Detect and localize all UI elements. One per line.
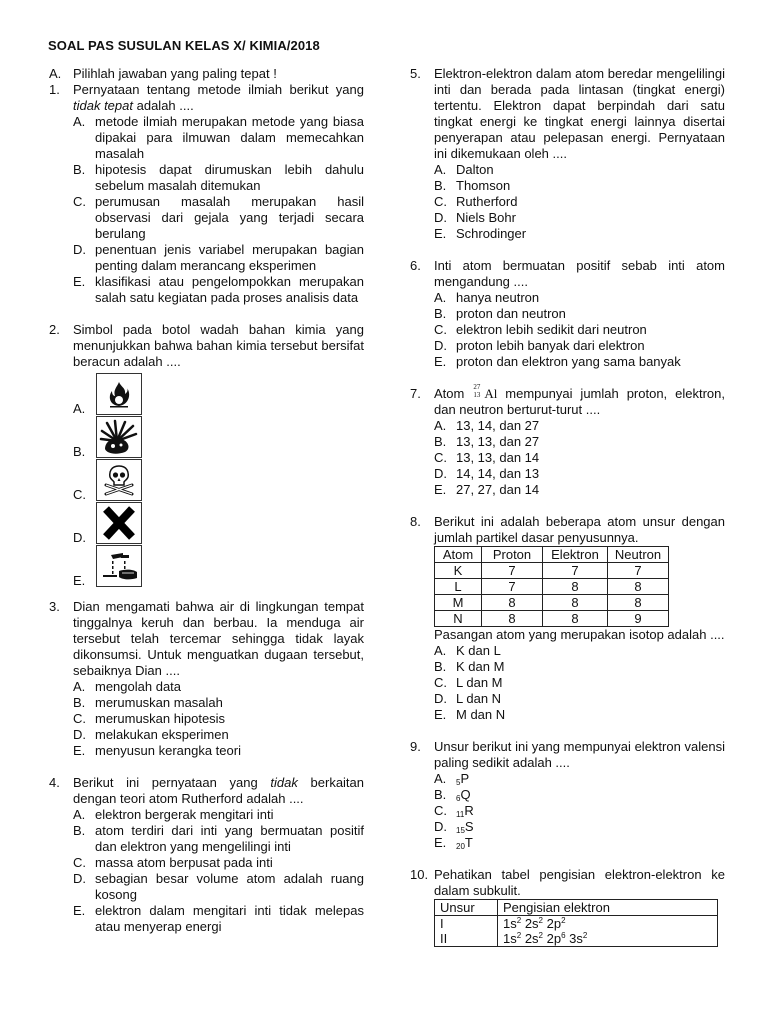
mass-number: 27 [473, 383, 481, 391]
options-list [73, 114, 364, 306]
option-b[interactable] [73, 417, 364, 460]
option-d[interactable] [73, 871, 364, 903]
orbital: 2p [546, 931, 562, 946]
option-a[interactable] [434, 643, 725, 659]
option-label: D. [73, 242, 86, 257]
electron-config [498, 916, 718, 932]
option-b[interactable] [434, 306, 725, 322]
orbital: 1s [503, 931, 517, 946]
option-b[interactable] [73, 162, 364, 194]
question-number: 3. [49, 599, 60, 614]
atomic-number: 6 [456, 794, 461, 803]
electron-count: 6 [561, 931, 566, 940]
question-stem [73, 775, 364, 807]
table-cell: 8 [482, 611, 543, 627]
question-stem: Simbol pada botol wadah bahan kimia yang menunjukkan bahwa bahan kimia tersebut bersifat beracun adalah .... [73, 322, 364, 369]
electron-count: 2 [538, 916, 543, 925]
table-cell: 7 [608, 563, 669, 579]
element-symbol: Q [460, 787, 471, 802]
option-d[interactable] [434, 819, 725, 835]
option-a[interactable] [434, 290, 725, 306]
options-list [434, 771, 725, 851]
option-c[interactable] [73, 194, 364, 242]
options-list [434, 643, 725, 723]
electron-count: 2 [516, 931, 522, 940]
option-text: metode ilmiah merupakan metode yang biasa dipakai para ilmuwan dalam memecahkan masalah [95, 114, 364, 161]
question-5 [410, 66, 725, 242]
option-text: K dan L [456, 643, 501, 658]
question-number: 4. [49, 775, 60, 790]
question-4 [49, 775, 364, 935]
orbital: 2p [546, 916, 562, 931]
table-cell: 8 [608, 579, 669, 595]
option-label: E. [73, 573, 86, 588]
option-label: B. [73, 823, 86, 838]
options-list [434, 418, 725, 498]
option-label: D. [73, 871, 86, 886]
table-cell: L [435, 579, 482, 595]
option-e[interactable] [73, 743, 364, 759]
column-header: Proton [482, 547, 543, 563]
column-header: Neutron [608, 547, 669, 563]
nuclide-notation [472, 383, 484, 400]
option-label: D. [73, 530, 86, 545]
option-label: C. [73, 855, 86, 870]
options-list [73, 807, 364, 935]
option-c[interactable] [434, 194, 725, 210]
option-text: menyusun kerangka teori [95, 743, 241, 758]
option-label: C. [434, 675, 447, 690]
option-e[interactable] [434, 482, 725, 498]
table-row [435, 931, 718, 947]
electron-count: 2 [582, 931, 588, 940]
option-text: K dan M [456, 659, 505, 674]
option-label: D. [434, 338, 447, 353]
table-cell: 7 [482, 563, 543, 579]
option-c[interactable] [434, 450, 725, 466]
option-text: proton lebih banyak dari elektron [456, 338, 645, 353]
question-stem: Elektron-elektron dalam atom beredar mengelilingi inti dan berada pada lintasan (tingkat energi) tertentu. Elektron dapat berpindah dari satu tingkat energi ke tingkat energi lainnya disertai penyerapan atau pelepasan energi. Pernyataan ini dikemukaan oleh .... [434, 66, 725, 161]
harmful-x-icon [96, 502, 142, 544]
orbital: 2s [524, 931, 539, 946]
table-cell: 8 [608, 595, 669, 611]
option-e[interactable] [434, 707, 725, 723]
option-label: B. [434, 178, 447, 193]
option-b[interactable] [73, 823, 364, 855]
option-label: D. [434, 691, 447, 706]
option-label: B. [434, 434, 447, 449]
atomic-number: 20 [456, 842, 465, 851]
stem-text: Berikut ini pernyataan yang [73, 775, 271, 790]
option-label: E. [434, 835, 447, 850]
electron-count: 2 [561, 916, 566, 925]
option-c[interactable] [434, 803, 725, 819]
element-symbol: T [464, 835, 473, 850]
options-list [434, 162, 725, 242]
table-row [435, 579, 669, 595]
question-stem: Pehatikan tabel pengisian elektron-elektron ke dalam subkulit. [434, 867, 725, 898]
option-a[interactable] [73, 114, 364, 162]
option-label: E. [73, 743, 86, 758]
option-text: Thomson [456, 178, 511, 193]
question-3 [49, 599, 364, 759]
orbital: 3s [569, 931, 583, 946]
option-text: hipotesis dapat dirumuskan lebih dahulu sebelum masalah ditemukan [95, 162, 364, 193]
option-d[interactable] [73, 503, 364, 546]
option-c[interactable] [434, 322, 725, 338]
stem-text: Pernyataan tentang metode ilmiah berikut yang [73, 82, 364, 97]
section-instruction [49, 66, 364, 82]
element-symbol: S [464, 819, 474, 834]
table-row [435, 611, 669, 627]
option-b[interactable] [434, 787, 725, 803]
option-label: E. [434, 482, 447, 497]
question-stem [434, 383, 725, 418]
option-label: B. [434, 659, 447, 674]
option-a[interactable] [73, 807, 364, 823]
corrosive-icon [96, 545, 142, 587]
option-label: C. [73, 194, 86, 209]
table-row [435, 595, 669, 611]
option-label: B. [434, 306, 447, 321]
table-cell: 8 [543, 595, 608, 611]
option-text: 13, 14, dan 27 [456, 418, 540, 433]
option-e[interactable] [73, 546, 364, 589]
option-text: sebagian besar volume atom adalah ruang kosong [95, 871, 364, 902]
option-text: elektron lebih sedikit dari neutron [456, 322, 647, 337]
question-2 [49, 322, 364, 589]
question-number: 8. [410, 514, 421, 529]
right-column [410, 66, 725, 947]
option-label: E. [434, 354, 447, 369]
table-cell: N [435, 611, 482, 627]
column-header: Pengisian elektron [498, 900, 718, 916]
column-header: Unsur [435, 900, 498, 916]
question-6 [410, 258, 725, 370]
option-text: proton dan elektron yang sama banyak [456, 354, 681, 369]
option-label: A. [73, 114, 86, 129]
question-number: 5. [410, 66, 421, 81]
option-e[interactable] [73, 274, 364, 306]
table-cell: I [435, 916, 498, 932]
table-cell: II [435, 931, 498, 947]
table-cell: 7 [482, 579, 543, 595]
stem-text: berkaitan dengan teori atom Rutherford adalah .... [73, 775, 365, 806]
option-a[interactable] [434, 771, 725, 787]
option-label: E. [73, 903, 86, 918]
particle-table [434, 546, 669, 627]
option-text: Rutherford [456, 194, 518, 209]
option-e[interactable] [434, 835, 725, 851]
option-e[interactable] [434, 226, 725, 242]
option-label: A. [434, 418, 447, 433]
option-label: A. [73, 401, 86, 416]
option-label: B. [73, 162, 86, 177]
document-title: SOAL PAS SUSULAN KELAS X/ KIMIA/2018 [48, 38, 320, 53]
option-text: 13, 13, dan 27 [456, 434, 540, 449]
option-label: D. [434, 466, 447, 481]
option-label: A. [434, 162, 447, 177]
atomic-number: 13 [473, 391, 481, 399]
atomic-number: 5 [456, 778, 461, 787]
option-label: C. [434, 803, 447, 818]
stem-text: adalah .... [133, 98, 194, 113]
question-number: 9. [410, 739, 421, 754]
option-a[interactable] [434, 418, 725, 434]
option-label: C. [73, 711, 86, 726]
question-stem-followup: Pasangan atom yang merupakan isotop adalah .... [434, 627, 725, 642]
option-e[interactable] [434, 354, 725, 370]
option-label: C. [434, 322, 447, 337]
options-list [73, 679, 364, 759]
option-text: atom terdiri dari inti yang bermuatan positif dan elektron yang mengelilingi inti [95, 823, 364, 854]
option-label: A. [73, 679, 86, 694]
explosive-icon [96, 416, 142, 458]
stem-emphasis: tidak [270, 775, 298, 790]
question-9 [410, 739, 725, 851]
option-text: klasifikasi atau pengelompokkan merupakan salah satu kegiatan pada proses analisis data [95, 274, 364, 305]
column-header: Atom [435, 547, 482, 563]
option-label: D. [434, 210, 447, 225]
option-text: merumuskan masalah [95, 695, 223, 710]
option-text: perumusan masalah merupakan hasil observasi dari gejala yang terjadi secara berulang [95, 194, 364, 241]
table-row [435, 563, 669, 579]
table-cell: 8 [543, 611, 608, 627]
option-c[interactable] [73, 711, 364, 727]
option-label: C. [434, 450, 447, 465]
electron-count: 2 [516, 916, 522, 925]
option-e[interactable] [73, 903, 364, 935]
electron-config-table [434, 899, 718, 947]
electron-count: 2 [538, 931, 543, 940]
question-stem: Dian mengamati bahwa air di lingkungan tempat tinggalnya keruh dan berbau. Ia menduga air tersebut telah tercemar sehingga tidak layak dikonsumsi. Untuk menguatkan dugaan tersebut, sebaiknya Dian .... [73, 599, 364, 678]
option-text: melakukan eksperimen [95, 727, 229, 742]
question-number: 7. [410, 386, 421, 401]
stem-text: Atom [434, 386, 473, 401]
electron-config [498, 931, 718, 947]
option-label: A. [434, 771, 447, 786]
option-text: 27, 27, dan 14 [456, 482, 540, 497]
option-label: E. [73, 274, 86, 289]
orbital: 1s [503, 916, 517, 931]
option-text: L dan N [456, 691, 502, 706]
option-text: merumuskan hipotesis [95, 711, 226, 726]
question-stem: Berikut ini adalah beberapa atom unsur dengan jumlah partikel dasar penyusunnya. [434, 514, 725, 545]
option-text: M dan N [456, 707, 506, 722]
table-row [435, 916, 718, 932]
table-cell: M [435, 595, 482, 611]
option-label: E. [434, 226, 447, 241]
option-text: elektron bergerak mengitari inti [95, 807, 274, 822]
option-d[interactable] [434, 338, 725, 354]
table-cell: 7 [543, 563, 608, 579]
option-c[interactable] [434, 675, 725, 691]
option-label: C. [73, 487, 86, 502]
element-symbol: R [464, 803, 474, 818]
option-b[interactable] [434, 178, 725, 194]
option-d[interactable] [434, 210, 725, 226]
table-cell: K [435, 563, 482, 579]
option-text: penentuan jenis variabel merupakan bagian penting dalam merancang eksperimen [95, 242, 364, 273]
option-a[interactable] [73, 679, 364, 695]
question-10 [410, 867, 725, 947]
option-text: proton dan neutron [456, 306, 566, 321]
option-label: A. [434, 643, 447, 658]
option-label: B. [434, 787, 447, 802]
question-7 [410, 383, 725, 498]
option-text: L dan M [456, 675, 503, 690]
option-a[interactable] [434, 162, 725, 178]
table-cell: 9 [608, 611, 669, 627]
instruction-text: Pilihlah jawaban yang paling tepat ! [73, 66, 277, 81]
option-text: 14, 14, dan 13 [456, 466, 540, 481]
option-a[interactable] [73, 374, 364, 417]
option-d[interactable] [73, 242, 364, 274]
stem-text: mempunyai jumlah proton, elektron, dan neutron berturut-turut .... [434, 386, 725, 417]
option-c[interactable] [73, 460, 364, 503]
atomic-number: 11 [456, 810, 465, 819]
question-number: 6. [410, 258, 421, 273]
option-d[interactable] [434, 466, 725, 482]
table-cell: 8 [543, 579, 608, 595]
option-text: mengolah data [95, 679, 182, 694]
left-column [49, 66, 364, 935]
option-text: Dalton [456, 162, 494, 177]
toxic-skull-icon [96, 459, 142, 501]
question-number: 10. [410, 867, 429, 882]
option-text: elektron dalam mengitari inti tidak melepas atau menyerap energi [95, 903, 364, 934]
option-text: Schrodinger [456, 226, 527, 241]
question-stem: Unsur berikut ini yang mempunyai elektron valensi paling sedikit adalah .... [434, 739, 725, 770]
option-text: Niels Bohr [456, 210, 516, 225]
question-number: 2. [49, 322, 60, 337]
question-stem [73, 82, 364, 114]
question-stem: Inti atom bermuatan positif sebab inti atom mengandung .... [434, 258, 725, 289]
column-header: Elektron [543, 547, 608, 563]
option-text: hanya neutron [456, 290, 540, 305]
option-label: B. [73, 695, 86, 710]
option-label: A. [73, 807, 86, 822]
stem-emphasis: tidak tepat [73, 98, 133, 113]
question-number: 1. [49, 82, 60, 97]
option-label: D. [434, 819, 447, 834]
question-1 [49, 82, 364, 306]
option-text: massa atom berpusat pada inti [95, 855, 273, 870]
option-label: B. [73, 444, 86, 459]
atomic-number: 15 [456, 826, 465, 835]
option-d[interactable] [73, 727, 364, 743]
orbital: 2s [524, 916, 539, 931]
option-b[interactable] [73, 695, 364, 711]
element-symbol: P [460, 771, 470, 786]
table-cell: 8 [482, 595, 543, 611]
option-label: A. [434, 290, 447, 305]
option-label: C. [434, 194, 447, 209]
option-c[interactable] [73, 855, 364, 871]
flammable-icon [96, 373, 142, 415]
question-8 [410, 514, 725, 723]
option-b[interactable] [434, 434, 725, 450]
option-d[interactable] [434, 691, 725, 707]
option-text: 13, 13, dan 14 [456, 450, 540, 465]
option-label: E. [434, 707, 447, 722]
element-symbol: Al [484, 386, 498, 401]
option-label: D. [73, 727, 86, 742]
section-label: A. [49, 66, 62, 81]
options-list [434, 290, 725, 370]
option-b[interactable] [434, 659, 725, 675]
